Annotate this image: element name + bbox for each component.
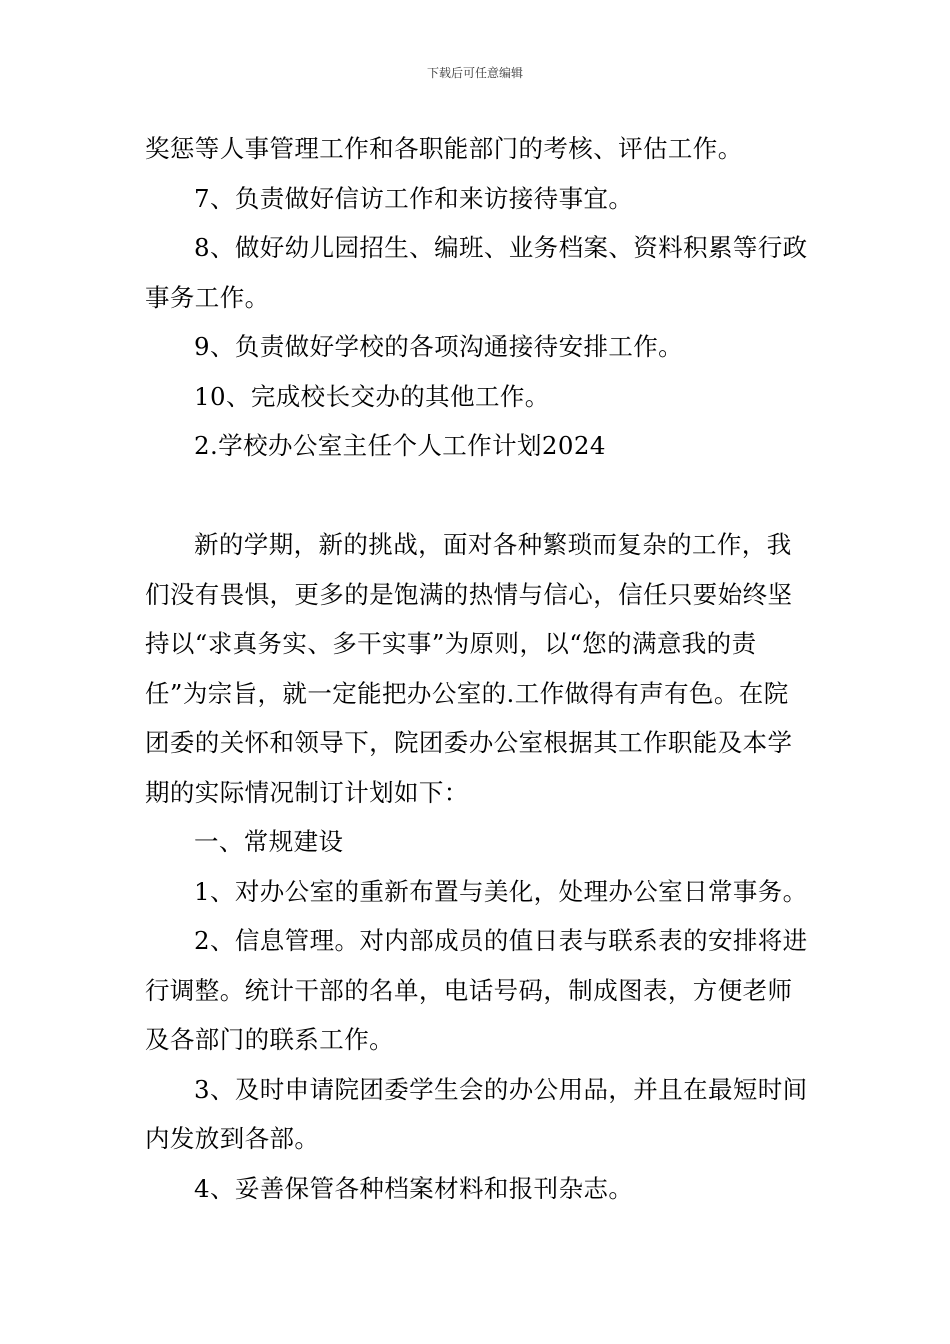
- document-body: [145, 124, 810, 1213]
- page-header-note: 下载后可任意编辑: [426, 66, 523, 80]
- list-item-2: 2、信息管理。对内部成员的值日表与联系表的安排将进行调整。统计干部的名单，电话号码，制成图表，方便老师及各部门的联系工作。: [145, 926, 808, 1054]
- list-item-8: 8、做好幼儿园招生、编班、业务档案、资料积累等行政事务工作。: [145, 233, 808, 312]
- list-item-4: 4、妥善保管各种档案材料和报刊杂志。: [194, 1173, 634, 1203]
- list-item-10: 10、完成校长交办的其他工作。: [194, 381, 550, 411]
- list-item-9: 9、负责做好学校的各项沟通接待安排工作。: [194, 332, 684, 361]
- subsection-heading: 一、常规建设: [194, 827, 344, 856]
- list-item-3: 3、及时申请院团委学生会的办公用品，并且在最短时间内发放到各部。: [145, 1074, 808, 1153]
- list-item-7: 7、负责做好信访工作和来访接待事宜。: [194, 183, 634, 213]
- blank-line: [145, 471, 810, 521]
- intro-paragraph: 新的学期，新的挑战，面对各种繁琐而复杂的工作，我们没有畏惧，更多的是饱满的热情与信心，信任只要始终坚持以“求真务实、多干实事”为原则，以“您的满意我的责任”为宗旨，就一定能把办公室的.工作做得有声有色。在院团委的关怀和领导下，院团委办公室根据其工作职能及本学期的实际情况制订计划如下：: [145, 530, 793, 807]
- list-item-1: 1、对办公室的重新布置与美化，处理办公室日常事务。: [194, 876, 808, 906]
- paragraph-continuation: 奖惩等人事管理工作和各职能部门的考核、评估工作。: [145, 134, 743, 163]
- section-title: 2.学校办公室主任个人工作计划2024: [194, 431, 606, 460]
